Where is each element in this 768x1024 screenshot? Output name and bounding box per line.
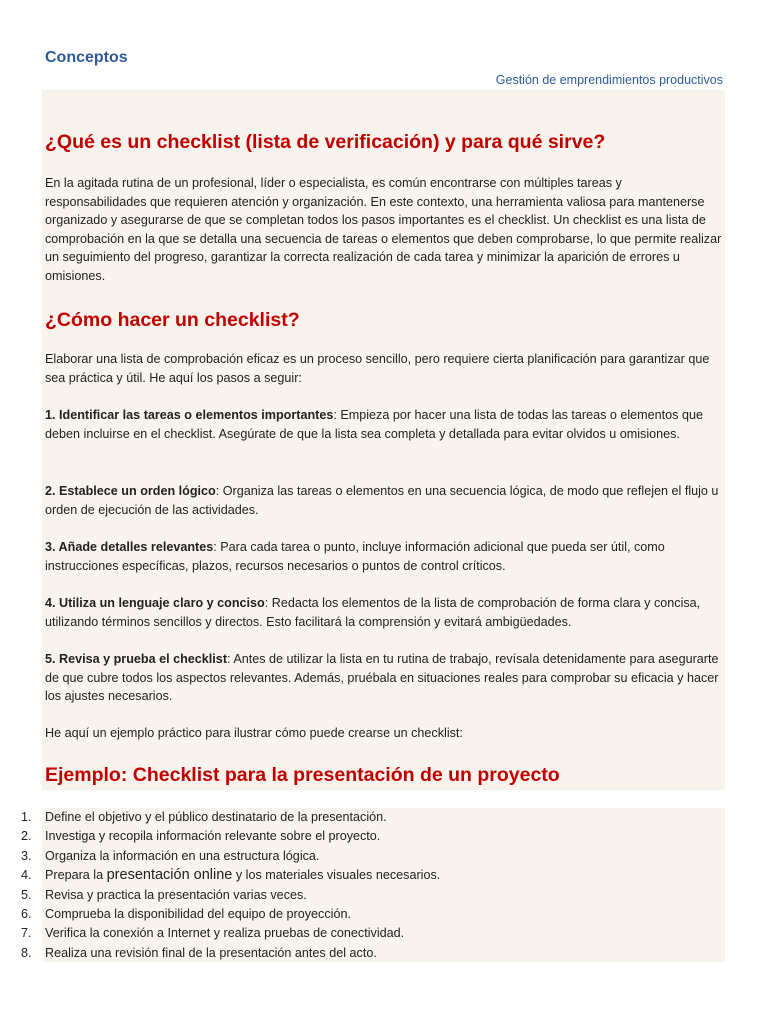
- step-text: : Redacta los elementos de la lista de comprobación de forma clara y concisa, utilizando términos sencillos y directos. Esto facilitará la comprensión y evitará ambigüedades.: [45, 596, 701, 629]
- step-title: 1. Identificar las tareas o elementos importantes: [45, 408, 334, 422]
- item-text: Revisa y practica la presentación varias veces.: [45, 887, 307, 902]
- course-name: Gestión de emprendimientos productivos: [495, 73, 723, 87]
- step-paragraph: [45, 482, 725, 519]
- item-text-emphasis: presentación online: [106, 867, 233, 884]
- list-item: [0, 847, 725, 866]
- item-number: 5.: [21, 887, 32, 902]
- section-how-to-outro: [45, 724, 725, 743]
- list-item: [0, 905, 725, 924]
- step-paragraph: [45, 650, 725, 706]
- step-text: : Organiza las tareas o elementos en una secuencia lógica, de modo que reflejen el flujo u orden de ejecución de las actividades.: [45, 484, 719, 517]
- item-text: Investiga y recopila información relevante sobre el proyecto.: [45, 829, 381, 844]
- heading-what-is-checklist: ¿Qué es un checklist (lista de verificación) y para qué sirve?: [45, 131, 606, 153]
- step-4: [45, 594, 725, 631]
- item-text-pre: Prepara la: [45, 868, 107, 883]
- section-how-to-intro: [45, 350, 725, 387]
- item-number: 6.: [21, 906, 32, 921]
- list-item: [0, 808, 725, 827]
- item-number: 4.: [21, 868, 32, 883]
- item-text: Realiza una revisión final de la presentación antes del acto.: [45, 945, 377, 960]
- paragraph-definition: En la agitada rutina de un profesional, líder o especialista, es común encontrarse con múltiples tareas y responsabilidades que requieren atención y organización. En este contexto, una herramienta valiosa para mantenerse organizado y asegurarse de que se completan todos los pasos importantes es el checklist. Un checklist es una lista de comprobación en la que se detalla una secuencia de tareas o elementos que deben comprobarse, lo que permite realizar un seguimiento del progreso, garantizar la correcta realización de cada tarea y minimizar la aparición de errores u omisiones.: [45, 176, 722, 283]
- item-number: 1.: [21, 810, 32, 824]
- list-item: [0, 827, 725, 846]
- item-text-post: y los materiales visuales necesarios.: [232, 868, 441, 883]
- list-item: [0, 886, 725, 905]
- heading-how-to-make: ¿Cómo hacer un checklist?: [45, 309, 300, 331]
- item-number: 3.: [21, 848, 32, 863]
- step-title: 4. Utiliza un lenguaje claro y conciso: [45, 596, 265, 610]
- paragraph-intro: Elaborar una lista de comprobación eficaz es un proceso sencillo, pero requiere cierta planificación para garantizar que sea práctica y útil. He aquí los pasos a seguir:: [45, 352, 710, 385]
- item-number: 2.: [21, 829, 32, 844]
- heading-example: Ejemplo: Checklist para la presentación de un proyecto: [45, 764, 560, 786]
- step-1: [45, 406, 725, 443]
- step-text: : Empieza por hacer una lista de todas las tareas o elementos que deben incluirse en el checklist. Asegúrate de que la lista sea completa y detallada para evitar olvidos u omisiones.: [45, 408, 703, 441]
- step-paragraph: [45, 538, 725, 575]
- item-text: Organiza la información en una estructura lógica.: [45, 848, 320, 863]
- page-title: Conceptos: [45, 49, 128, 66]
- step-3: [45, 538, 725, 575]
- item-text: Define el objetivo y el público destinatario de la presentación.: [45, 810, 387, 824]
- list-item: [0, 866, 725, 885]
- section-what-is: [45, 130, 725, 154]
- item-text: Comprueba la disponibilidad del equipo de proyección.: [45, 906, 351, 921]
- step-title: 2. Establece un orden lógico: [45, 484, 216, 498]
- step-paragraph: [45, 406, 725, 443]
- section-how-to: [45, 308, 725, 332]
- step-5: [45, 650, 725, 706]
- section-example: [45, 763, 725, 787]
- item-text: [45, 866, 440, 885]
- example-checklist: [0, 808, 725, 963]
- item-text: Verifica la conexión a Internet y realiza pruebas de conectividad.: [45, 926, 405, 941]
- step-paragraph: [45, 594, 725, 631]
- step-text: : Para cada tarea o punto, incluye información adicional que pueda ser útil, como instrucciones específicas, plazos, recursos necesarios o puntos de control críticos.: [45, 540, 665, 573]
- step-title: 3. Añade detalles relevantes: [45, 540, 214, 554]
- list-item: [0, 944, 725, 963]
- section-what-is-body: [45, 174, 725, 286]
- step-2: [45, 482, 725, 519]
- step-text: : Antes de utilizar la lista en tu rutina de trabajo, revísala detenidamente para asegurarte de que cubre todos los aspectos relevantes. Además, pruébala en situaciones reales para comprobar su eficacia y hacer los ajustes necesarios.: [45, 652, 719, 704]
- item-number: 7.: [21, 926, 32, 941]
- paragraph-outro: He aquí un ejemplo práctico para ilustrar cómo puede crearse un checklist:: [45, 726, 463, 740]
- list-item: [0, 924, 725, 943]
- item-number: 8.: [21, 945, 32, 960]
- step-title: 5. Revisa y prueba el checklist: [45, 652, 228, 666]
